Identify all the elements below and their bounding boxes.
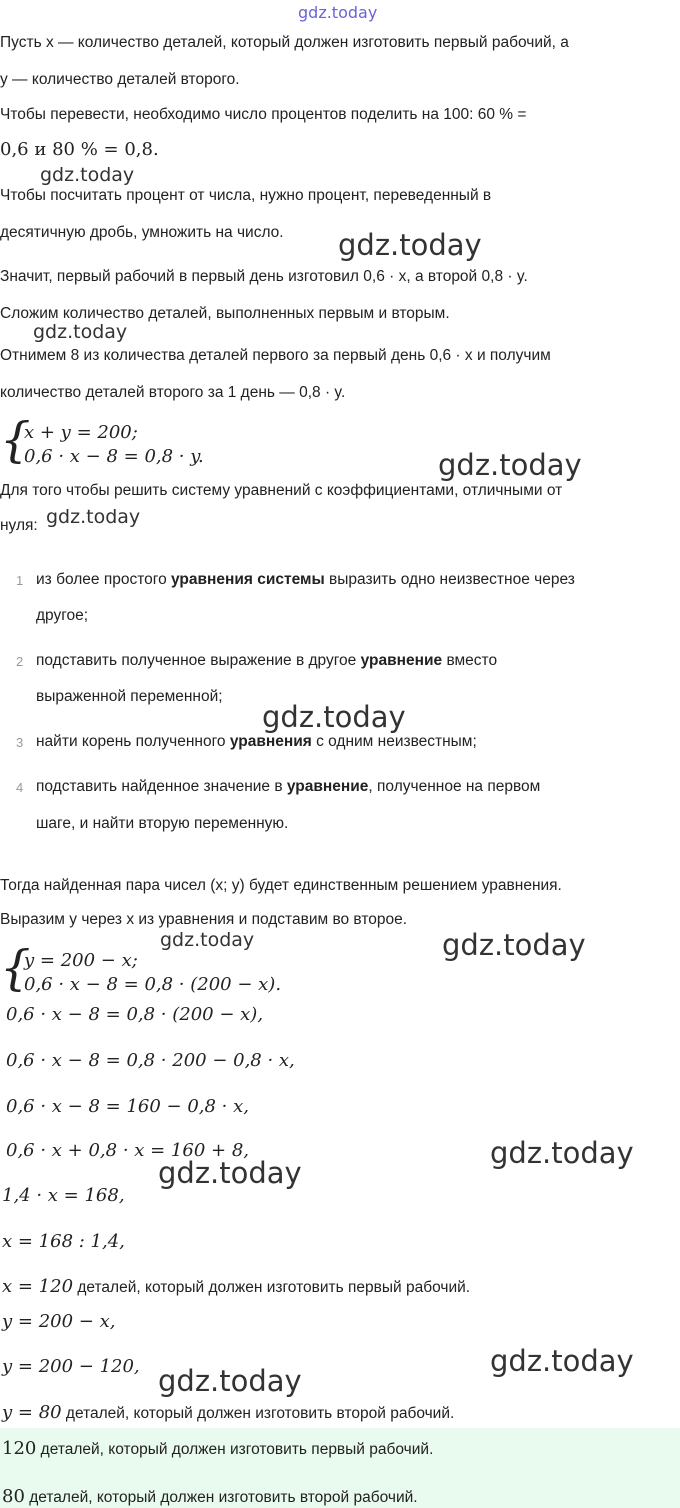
- watermark: gdz.today: [298, 3, 378, 22]
- watermark: gdz.today: [442, 928, 586, 962]
- watermark: gdz.today: [438, 448, 582, 482]
- watermark: gdz.today: [33, 321, 128, 343]
- system-line: y = 200 − x;: [24, 950, 138, 971]
- watermark: gdz.today: [158, 1156, 302, 1190]
- paragraph-express: Выразим y через x из уравнения и подставим во второе.: [0, 911, 408, 928]
- watermark: gdz.today: [262, 700, 406, 734]
- paragraph-first-day: Значит, первый рабочий в первый день изготовил 0,6 · x, а второй 0,8 · y.: [0, 268, 528, 285]
- watermark: gdz.today: [490, 1344, 634, 1378]
- paragraph-method-a: Для того чтобы решить систему уравнений с коэффициентами, отличными от: [0, 482, 563, 499]
- watermark: gdz.today: [40, 164, 135, 186]
- watermark: gdz.today: [46, 506, 141, 528]
- result-first: x = 120 деталей, который должен изготовить первый рабочий.: [2, 1276, 471, 1297]
- paragraph-subtract-b: количество деталей второго за 1 день — 0,8 · y.: [0, 384, 346, 401]
- paragraph-percent: Чтобы перевести, необходимо число процентов поделить на 100: 60 % =: [0, 106, 527, 123]
- answer-line: 80 деталей, который должен изготовить второй рабочий.: [2, 1486, 418, 1507]
- system-line: 0,6 · x − 8 = 0,8 · (200 − x).: [24, 974, 282, 995]
- brace-icon: {: [0, 412, 31, 468]
- list-number: 1: [16, 573, 24, 588]
- system-line: x + y = 200;: [24, 422, 138, 443]
- paragraph-rule-b: десятичную дробь, умножить на число.: [0, 224, 284, 241]
- brace-icon: {: [0, 940, 31, 996]
- watermark: gdz.today: [490, 1136, 634, 1170]
- paragraph-method-b: нуля:: [0, 517, 38, 534]
- paragraph-rule-a: Чтобы посчитать процент от числа, нужно процент, переведенный в: [0, 187, 492, 204]
- equation-line: 0,6 · x − 8 = 160 − 0,8 · x,: [6, 1096, 249, 1117]
- paragraph-let-x: Пусть x — количество деталей, который должен изготовить первый рабочий, а: [0, 34, 569, 51]
- paragraph-pair: Тогда найденная пара чисел (x; y) будет единственным решением уравнения.: [0, 877, 562, 894]
- list-number: 4: [16, 780, 24, 795]
- answer-line: 120 деталей, который должен изготовить первый рабочий.: [2, 1438, 434, 1459]
- list-number: 2: [16, 654, 24, 669]
- answer-box: [0, 1428, 680, 1508]
- equation-line: y = 200 − 120,: [2, 1356, 140, 1377]
- equation-line: 0,6 · x − 8 = 0,8 · (200 − x),: [6, 1004, 264, 1025]
- equation-line: x = 168 : 1,4,: [2, 1231, 125, 1252]
- equation-line: y = 200 − x,: [2, 1311, 116, 1332]
- watermark: gdz.today: [160, 929, 255, 951]
- equation-line: 1,4 · x = 168,: [2, 1185, 125, 1206]
- equation-line: 0,6 · x − 8 = 0,8 · 200 − 0,8 · x,: [6, 1050, 295, 1071]
- paragraph-subtract-a: Отнимем 8 из количества деталей первого за первый день 0,6 · x и получим: [0, 347, 551, 364]
- watermark: gdz.today: [338, 228, 482, 262]
- list-number: 3: [16, 735, 24, 750]
- result-second: y = 80 деталей, который должен изготовить второй рабочий.: [2, 1402, 455, 1423]
- system-line: 0,6 · x − 8 = 0,8 · y.: [24, 446, 204, 467]
- watermark: gdz.today: [158, 1364, 302, 1398]
- paragraph-percent-values: 0,6 и 80 % = 0,8.: [0, 139, 159, 160]
- paragraph-sum: Сложим количество деталей, выполненных первым и вторым.: [0, 305, 450, 322]
- paragraph-let-y: y — количество деталей второго.: [0, 71, 240, 88]
- equation-line: 0,6 · x + 0,8 · x = 160 + 8,: [6, 1140, 249, 1161]
